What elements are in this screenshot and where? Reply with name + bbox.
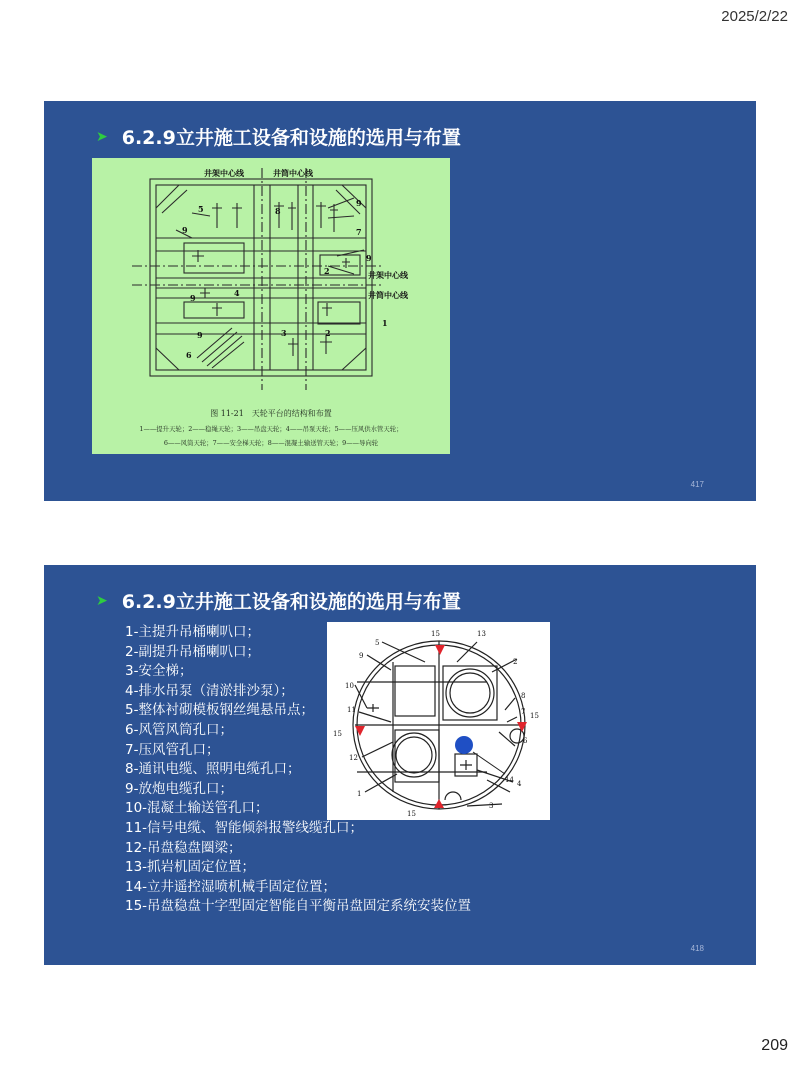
slide-418 (44, 565, 756, 965)
fig1-label: 9 (356, 198, 362, 208)
legend-item: 7-压风管孔口； (125, 741, 220, 758)
legend-item: 9-放炮电缆孔口； (125, 780, 233, 797)
slide-number: 418 (690, 944, 704, 953)
legend-item: 15-吊盘稳盘十字型固定智能自平衡吊盘固定系统安装位置 (125, 898, 472, 915)
well-frame-centerline-label: 井架中心线 (204, 168, 244, 178)
slide-title (96, 123, 461, 150)
fig1-label: 3 (281, 328, 287, 338)
fig2-label: 12 (349, 754, 358, 762)
bullet-arrow-icon: ➤ (96, 128, 108, 145)
slide-title (96, 587, 461, 614)
slide-title-text: 6.2.9立井施工设备和设施的选用与布置 (121, 127, 461, 149)
page-date: 2025/2/22 (721, 8, 788, 25)
sheave-platform-diagram (92, 158, 450, 408)
legend-item: 12-吊盘稳盘圈梁； (125, 839, 242, 856)
slide-number: 417 (690, 480, 704, 489)
legend-item: 10-混凝土输送管孔口； (125, 800, 269, 817)
fig2-label: 7 (521, 708, 526, 716)
fig2-label: 3 (489, 802, 494, 810)
fig2-label: 13 (477, 630, 486, 638)
page-number: 209 (761, 1037, 788, 1054)
fig2-label: 6 (523, 737, 528, 745)
legend-item: 6-风管风筒孔口； (125, 721, 233, 738)
fig2-label: 11 (347, 706, 356, 714)
fig1-label: 4 (234, 288, 240, 298)
fig2-label: 5 (375, 639, 380, 647)
legend-item: 11-信号电缆、智能倾斜报警线缆孔口； (125, 819, 364, 836)
fig2-label: 15 (333, 730, 342, 738)
legend-item: 3-安全梯； (125, 663, 193, 680)
right-frame-centerline-label: 井架中心线 (368, 270, 408, 280)
fig2-label: 15 (530, 712, 539, 720)
fig1-label: 9 (197, 330, 203, 340)
legend-item: 14-立井遥控湿喷机械手固定位置； (125, 878, 337, 895)
bullet-arrow-icon: ➤ (96, 592, 108, 609)
legend-item: 4-排水吊泵（清淤排沙泵）； (125, 682, 294, 699)
fig1-label: 2 (325, 328, 331, 338)
fig2-label: 2 (513, 658, 518, 666)
shaft-centerline-label: 井筒中心线 (273, 168, 313, 178)
legend-item: 2-副提升吊桶喇叭口； (125, 643, 260, 660)
figure-caption-line-1: 1——提升天轮；2——稳绳天轮；3——吊盘天轮；4——吊泵天轮；5——压风供水管天轮； (139, 425, 403, 433)
slide-title-text: 6.2.9立井施工设备和设施的选用与布置 (121, 591, 461, 613)
fig1-label: 9 (366, 253, 372, 263)
figure-caption-line-2: 6——风筒天轮；7——安全梯天轮；8——混凝土输送管天轮；9——导向轮 (163, 439, 379, 447)
fig2-label: 4 (517, 780, 522, 788)
fig2-label: 14 (505, 776, 514, 784)
legend-list (125, 623, 471, 917)
legend-item: 1-主提升吊桶喇叭口； (125, 624, 260, 640)
fig1-label: 6 (186, 350, 192, 360)
legend-item: 13-抓岩机固定位置； (125, 859, 256, 876)
slide-417 (44, 101, 756, 501)
sheave-platform-figure (92, 158, 450, 454)
fig1-label: 2 (324, 266, 330, 276)
fig2-label: 15 (407, 810, 416, 818)
fig1-label: 9 (182, 225, 188, 235)
legend-item: 5-整体衬砌模板钢丝绳悬吊点； (125, 702, 314, 719)
fig1-label: 5 (198, 204, 204, 214)
fig2-label: 8 (521, 692, 526, 700)
fig1-label: 1 (382, 318, 388, 328)
legend-item: 8-通讯电缆、照明电缆孔口； (125, 761, 301, 778)
fig1-label: 8 (275, 206, 281, 216)
figure-caption-title: 图 11-21 天轮平台的结构和布置 (210, 409, 332, 418)
fig1-label: 9 (190, 293, 196, 303)
right-shaft-centerline-label: 井筒中心线 (368, 290, 408, 300)
fig2-label: 15 (431, 630, 440, 638)
fig1-label: 7 (356, 227, 362, 237)
fig2-label: 1 (357, 790, 362, 798)
fig2-label: 10 (345, 682, 354, 690)
fig2-label: 9 (359, 652, 364, 660)
